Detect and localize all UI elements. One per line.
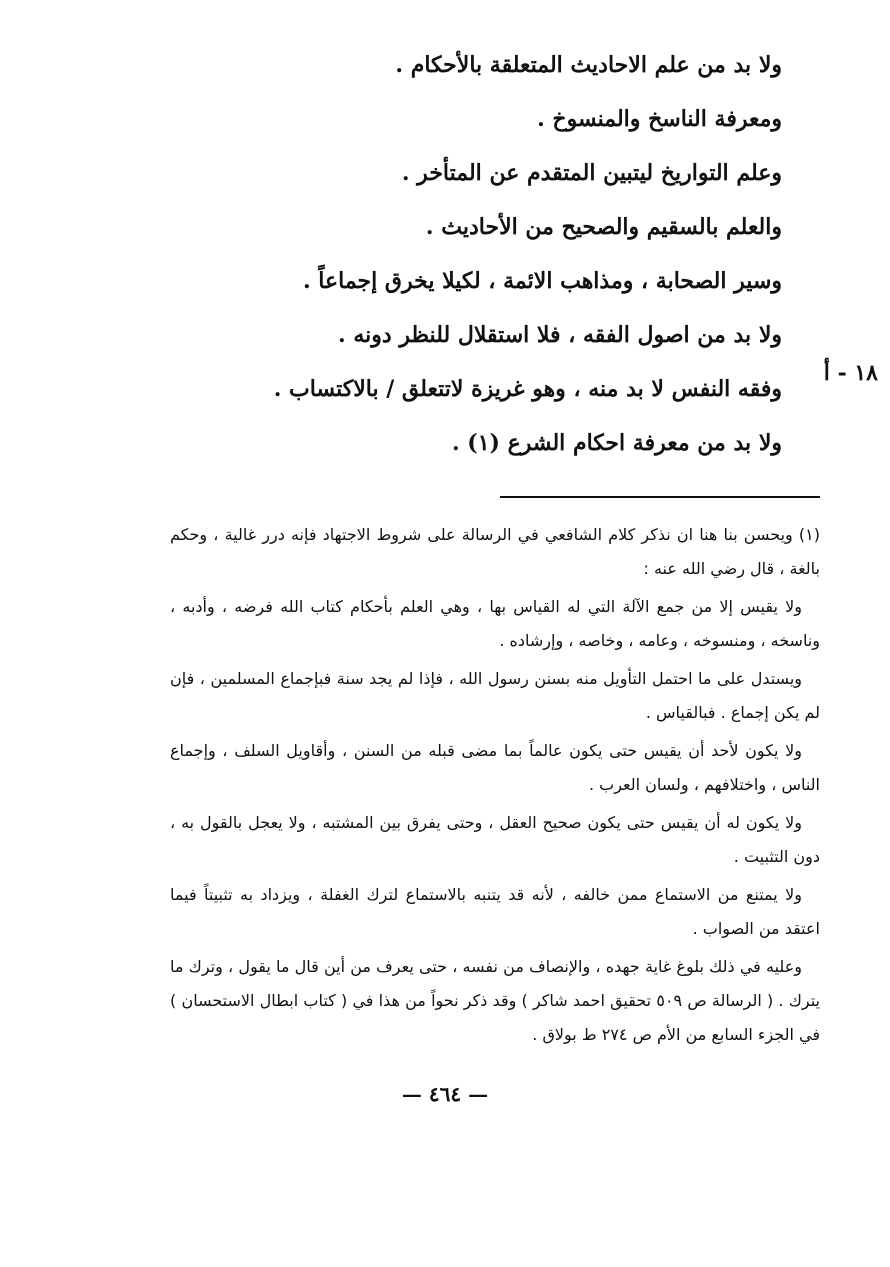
main-line-2: ومعرفة الناسخ والمنسوخ . <box>537 106 782 132</box>
main-line-8: ولا بد من معرفة احكام الشرع (١) . <box>451 430 782 456</box>
footnote-paragraph: ولا يقيس إلا من جمع الآلة التي له القياس بها ، وهي العلم بأحكام كتاب الله فرضه ، وأدبه ، وناسخه ، ومنسوخه ، وعامه ، وخاصه ، وإرشاده . <box>170 597 820 650</box>
page-number: — ٤٦٤ — <box>401 1082 489 1106</box>
footnote-paragraph: (١) ويحسن بنا هنا ان نذكر كلام الشافعي في الرسالة على شروط الاجتهاد فإنه درر غالية ، وحكم بالغة ، قال رضي الله عنه : <box>170 525 820 578</box>
footnotes-block <box>170 518 820 1056</box>
footnote-paragraph: ولا يكون لأحد أن يقيس حتى يكون عالماً بما مضى قبله من السنن ، وأقاويل السلف ، وإجماع الناس ، واختلافهم ، ولسان العرب . <box>170 741 820 794</box>
main-line-6: ولا بد من اصول الفقه ، فلا استقلال للنظر دونه . <box>338 322 782 348</box>
main-line-4: والعلم بالسقيم والصحيح من الأحاديث . <box>425 214 782 240</box>
footnote-separator-line <box>500 496 820 498</box>
footnote-paragraph: ويستدل على ما احتمل التأويل منه بسنن رسول الله ، فإذا لم يجد سنة فبإجماع المسلمين ، فإن لم يكن إجماع . فبالقياس . <box>170 669 820 722</box>
margin-folio-marker: ١٨ - أ <box>823 360 878 386</box>
footnote-paragraph: ولا يكون له أن يقيس حتى يكون صحيح العقل ، وحتى يفرق بين المشتبه ، ولا يعجل بالقول به ، دون التثبيت . <box>170 813 820 866</box>
main-line-7: وفقه النفس لا بد منه ، وهو غريزة لاتتعلق / بالاكتساب . <box>273 376 782 402</box>
footnote-paragraph: ولا يمتنع من الاستماع ممن خالفه ، لأنه قد يتنبه بالاستماع لترك الغفلة ، ويزداد به تثبيتاً فيما اعتقد من الصواب . <box>170 885 820 938</box>
main-text-block <box>122 38 782 470</box>
main-line-3: وعلم التواريخ ليتبين المتقدم عن المتأخر . <box>401 160 782 186</box>
main-line-1: ولا بد من علم الاحاديث المتعلقة بالأحكام . <box>395 52 782 78</box>
footnote-paragraph: وعليه في ذلك بلوغ غاية جهده ، والإنصاف من نفسه ، حتى يعرف من أين قال ما يقول ، وترك ما يترك . ( الرسالة ص ٥٠٩ تحقيق احمد شاكر ) وقد ذكر نحواً من هذا في ( كتاب ابطال الاستحسان ) في الجزء السابع من الأم ص ٢٧٤ ط بولاق . <box>170 957 821 1044</box>
main-line-5: وسير الصحابة ، ومذاهب الائمة ، لكيلا يخرق إجماعاً . <box>302 268 782 294</box>
